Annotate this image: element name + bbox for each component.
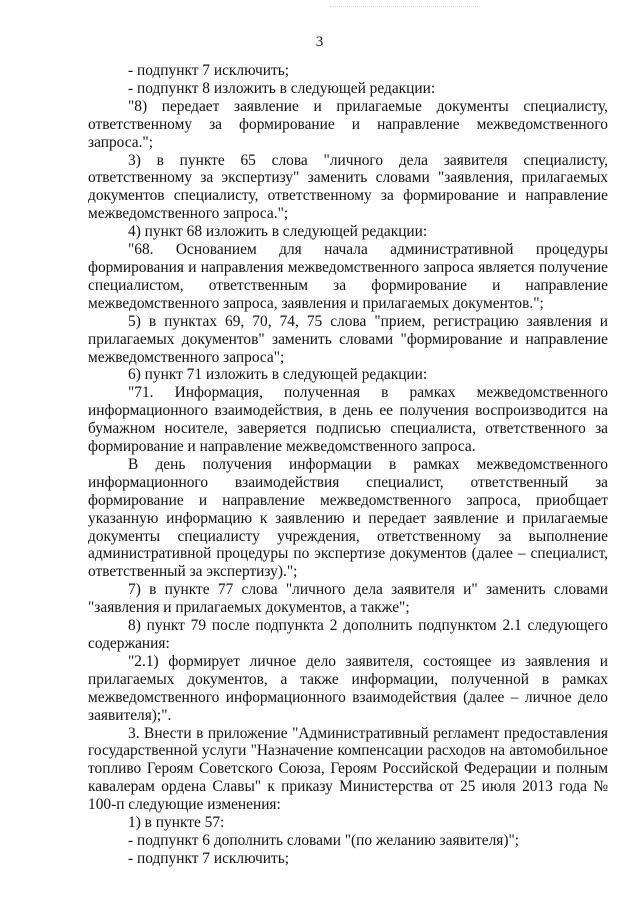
paragraph: "2.1) формирует личное дело заявителя, состоящее из заявления и прилагаемых документов, а также информации, полученной в рамках межведомственного информационного взаимодействия (далее – личное дело заявителя);". bbox=[88, 652, 608, 724]
scan-artifact-marks bbox=[330, 6, 480, 11]
paragraph: - подпункт 7 исключить; bbox=[128, 849, 289, 867]
document-body bbox=[88, 62, 608, 868]
paragraph: 1) в пункте 57: bbox=[128, 814, 225, 832]
paragraph: В день получения информации в рамках межведомственного информационного взаимодействия специалист, ответственный за формирование и направление межведомственного запроса, приобщает указанную информацию к заявлению и передает заявление и прилагаемые документы специалисту учреждения, ответственному за выполнение административной процедуры по экспертизе документов (далее – специалист, ответственный за экспертизу)."; bbox=[88, 455, 608, 581]
paragraph: "68. Основанием для начала административной процедуры формирования и направления межведомственного запроса является получение специалистом, ответственным за формирование и направление межведомственного запроса, заявления и прилагаемых документов."; bbox=[88, 241, 608, 312]
paragraph: 8) пункт 79 после подпункта 2 дополнить подпунктом 2.1 следующего содержания: bbox=[88, 617, 608, 652]
paragraph: 3) в пункте 65 слова "личного дела заявителя специалисту, ответственному за экспертизу" заменить словами "заявления, прилагаемых документов специалисту, ответственному за формирование и направление межведомственного запроса."; bbox=[88, 151, 608, 223]
paragraph: 3. Внести в приложение "Административный регламент предоставления государственной услуги "Назначение компенсации расходов на автомобильное топливо Героям Советского Союза, Героям Российской Федерации и полным кавалерам ордена Славы" к приказу Министерства от 25 июля 2013 года № 100-п следующие изменения: bbox=[88, 724, 608, 814]
paragraph: "8) передает заявление и прилагаемые документы специалисту, ответственному за формирование и направление межведомственного запроса."; bbox=[88, 97, 608, 151]
paragraph: - подпункт 6 дополнить словами "(по желанию заявителя)"; bbox=[128, 831, 520, 849]
paragraph: 4) пункт 68 изложить в следующей редакции: bbox=[128, 223, 428, 241]
page-number: 3 bbox=[315, 34, 324, 50]
paragraph: 7) в пункте 77 слова "личного дела заявителя и" заменить словами "заявления и прилагаемых документов, а также"; bbox=[88, 581, 608, 617]
paragraph: 6) пункт 71 изложить в следующей редакции: bbox=[128, 366, 428, 384]
paragraph: "71. Информация, полученная в рамках межведомственного информационного взаимодействия, в день ее получения воспроизводится на бумажном носителе, заверяется подписью специалиста, ответственного за формирование и направление межведомственного запроса. bbox=[88, 384, 608, 456]
paragraph: - подпункт 7 исключить; bbox=[128, 62, 289, 79]
paragraph: - подпункт 8 изложить в следующей редакции: bbox=[128, 79, 436, 97]
paragraph: 5) в пунктах 69, 70, 74, 75 слова "прием, регистрацию заявления и прилагаемых документов" заменить словами "формирование и направление межведомственного запроса"; bbox=[88, 312, 608, 366]
